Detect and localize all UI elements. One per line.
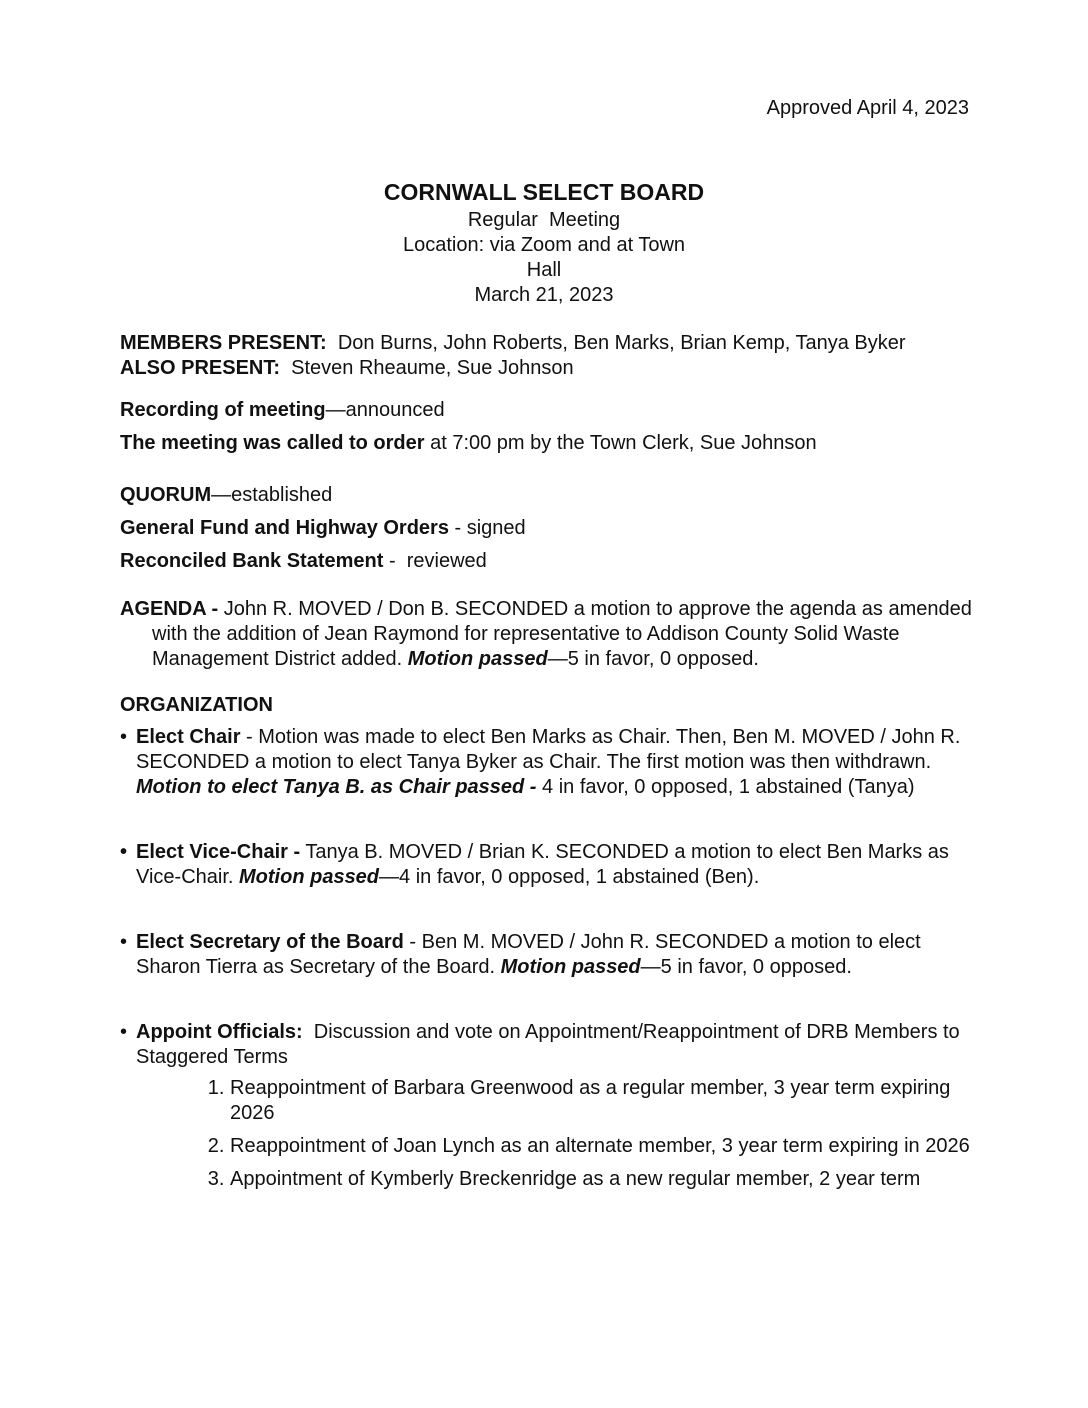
- recording-line: [120, 398, 980, 423]
- recording-text: —announced: [325, 399, 445, 421]
- members-present-names: Don Burns, John Roberts, Ben Marks, Brian Kemp, Tanya Byker: [337, 332, 906, 354]
- agenda-tail: —5 in favor, 0 opposed.: [547, 648, 759, 670]
- elect-secretary-item: [120, 930, 980, 980]
- appointment-list: [136, 1076, 980, 1192]
- call-to-order-label: The meeting was called to order: [120, 432, 425, 454]
- elect-chair-item: [120, 725, 980, 800]
- agenda-result: Motion passed: [407, 648, 548, 670]
- call-to-order-text: at 7:00 pm by the Town Clerk, Sue Johnson: [424, 432, 817, 454]
- also-present-names: Steven Rheaume, Sue Johnson: [291, 357, 574, 379]
- agenda-text: John R. MOVED / Don B. SECONDED a motion to approve the agenda as amended with the addition of Jean Raymond for representative to Addison County Solid Waste Management District added.: [152, 598, 972, 670]
- elect-chair-result: Motion to elect Tanya B. as Chair passed -: [136, 776, 537, 798]
- list-item: 2. Reappointment of Joan Lynch as an alternate member, 3 year term expiring in 2026: [230, 1134, 980, 1159]
- elect-vice-chair-item: [120, 840, 980, 890]
- elect-chair-tail: 4 in favor, 0 opposed, 1 abstained (Tanya): [536, 776, 915, 798]
- meeting-type: Regular Meeting: [467, 209, 621, 231]
- elect-vice-chair-label: Elect Vice-Chair -: [136, 841, 301, 863]
- approval-note: Approved April 4, 2023: [766, 97, 969, 119]
- elect-chair-label: Elect Chair: [136, 726, 241, 748]
- elect-secretary-label: Elect Secretary of the Board: [136, 931, 404, 953]
- organization-heading: ORGANIZATION: [120, 694, 273, 716]
- elect-vice-chair-text: Tanya B. MOVED / Brian K. SECONDED a motion to elect Ben Marks as Vice-Chair.: [136, 841, 949, 888]
- bank-statement-text: - reviewed: [383, 550, 487, 572]
- recording-label: Recording of meeting: [120, 399, 326, 421]
- members-present-label: MEMBERS PRESENT:: [120, 332, 327, 354]
- elect-vice-chair-tail: —4 in favor, 0 opposed, 1 abstained (Ben).: [379, 866, 760, 888]
- elect-secretary-result: Motion passed: [500, 956, 641, 978]
- agenda-paragraph: [120, 597, 980, 672]
- elect-secretary-text: - Ben M. MOVED / John R. SECONDED a motion to elect Sharon Tierra as Secretary of the Board.: [136, 931, 921, 978]
- meeting-location: Location: via Zoom and at Town Hall: [402, 234, 686, 281]
- list-item: 3. Appointment of Kymberly Breckenridge as a new regular member, 2 year term: [230, 1167, 980, 1192]
- appoint-officials-text: Discussion and vote on Appointment/Reappointment of DRB Members to Staggered Terms: [136, 1021, 966, 1068]
- also-present: [120, 356, 980, 381]
- members-present: [120, 331, 980, 356]
- bullet-marker: •: [120, 1021, 128, 1043]
- bank-statement-label: Reconciled Bank Statement: [120, 550, 384, 572]
- quorum-line: [120, 483, 980, 508]
- minutes-body: [120, 331, 980, 1200]
- call-to-order-line: [120, 431, 980, 456]
- board-title: CORNWALL SELECT BOARD: [383, 179, 705, 205]
- meeting-date: March 21, 2023: [474, 284, 614, 306]
- list-item: 1. Reappointment of Barbara Greenwood as a regular member, 3 year term expiring 2026: [230, 1076, 980, 1126]
- elect-chair-text: - Motion was made to elect Ben Marks as Chair. Then, Ben M. MOVED / John R. SECONDED a motion to elect Tanya Byker as Chair. The first motion was then withdrawn.: [136, 726, 961, 773]
- elect-vice-chair-result: Motion passed: [239, 866, 380, 888]
- general-fund-text: - signed: [448, 517, 526, 539]
- bullet-marker: •: [120, 726, 128, 748]
- document-header: [0, 178, 1088, 308]
- appoint-officials-item: [120, 1020, 980, 1192]
- bullet-marker: •: [120, 931, 128, 953]
- elect-secretary-tail: —5 in favor, 0 opposed.: [640, 956, 852, 978]
- appoint-officials-label: Appoint Officials:: [136, 1021, 303, 1043]
- general-fund-label: General Fund and Highway Orders: [120, 517, 449, 539]
- agenda-label: AGENDA -: [120, 598, 219, 620]
- also-present-label: ALSO PRESENT:: [120, 357, 281, 379]
- quorum-label: QUORUM: [120, 484, 212, 506]
- general-fund-line: [120, 516, 980, 541]
- bullet-marker: •: [120, 841, 128, 863]
- quorum-text: —established: [211, 484, 333, 506]
- bank-statement-line: [120, 549, 980, 574]
